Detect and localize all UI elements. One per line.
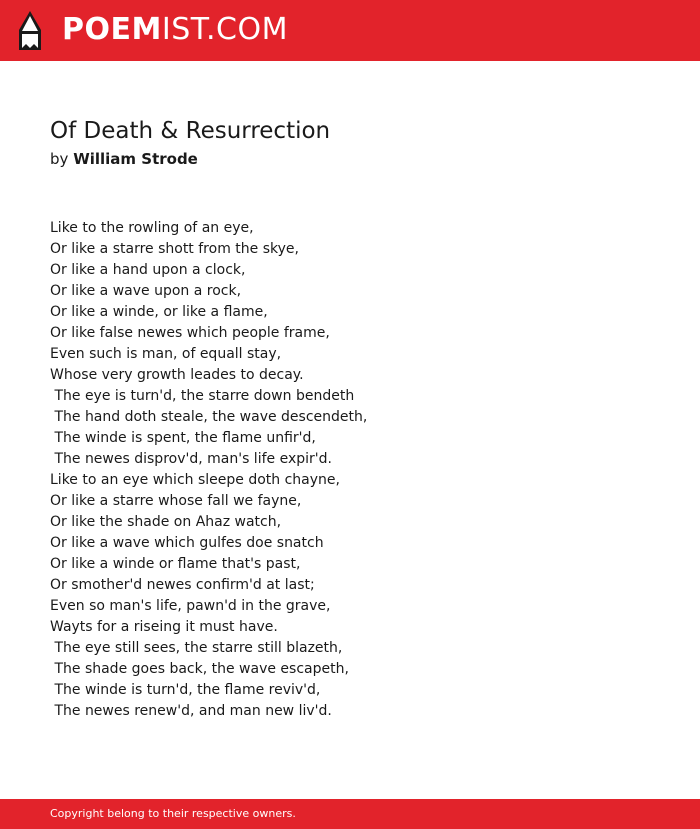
poem-line: Even so man's life, pawn'd in the grave,: [50, 598, 331, 614]
logo-brand-bold: POEM: [62, 12, 162, 47]
poem-line: Or like false newes which people frame,: [50, 325, 330, 341]
poem-line: Or like the shade on Ahaz watch,: [50, 514, 282, 530]
poem-line: Or like a starre whose fall we fayne,: [50, 493, 302, 509]
poem-line: Wayts for a riseing it must have.: [50, 619, 278, 635]
poem-line: Or like a hand upon a clock,: [50, 262, 246, 278]
poem-line: Or like a wave which gulfes doe snatch: [50, 535, 324, 551]
poem-line: Or like a wave upon a rock,: [50, 283, 242, 299]
poem-line: The shade goes back, the wave escapeth,: [50, 661, 349, 677]
poem-line: The hand doth steale, the wave descendeth,: [50, 409, 368, 425]
poem-line: Like to an eye which sleepe doth chayne,: [50, 472, 340, 488]
poem-title: Of Death & Resurrection: [50, 118, 331, 144]
logo-brand-light: IST.COM: [161, 12, 288, 47]
poem-line: Or smother'd newes confirm'd at last;: [50, 577, 315, 593]
copyright-text: Copyright belong to their respective owners.: [50, 807, 296, 820]
poem-line: The newes disprov'd, man's life expir'd.: [50, 451, 332, 467]
poem-line: Like to the rowling of an eye,: [50, 220, 254, 236]
poem-line: The newes renew'd, and man new liv'd.: [50, 703, 332, 719]
site-footer: [0, 799, 700, 829]
site-header: [0, 0, 700, 61]
poem-line: Whose very growth leades to decay.: [50, 367, 304, 383]
poem-line: The eye still sees, the starre still blazeth,: [50, 640, 343, 656]
poem-line: Or like a winde, or like a flame,: [50, 304, 268, 320]
poem-line: The winde is turn'd, the flame reviv'd,: [50, 682, 321, 698]
poem-line: The winde is spent, the flame unfir'd,: [50, 430, 316, 446]
poem-byline: [50, 148, 198, 170]
poem-line: Or like a winde or flame that's past,: [50, 556, 301, 572]
poem-line: The eye is turn'd, the starre down bendeth: [50, 388, 355, 404]
pen-nib-icon[interactable]: [17, 10, 43, 52]
site-logo[interactable]: [62, 12, 288, 48]
poem-line: Even such is man, of equall stay,: [50, 346, 282, 362]
by-label: by: [50, 150, 69, 168]
poem-author: William Strode: [73, 150, 198, 168]
poem-line: Or like a starre shott from the skye,: [50, 241, 299, 257]
poem-body: [50, 218, 670, 722]
